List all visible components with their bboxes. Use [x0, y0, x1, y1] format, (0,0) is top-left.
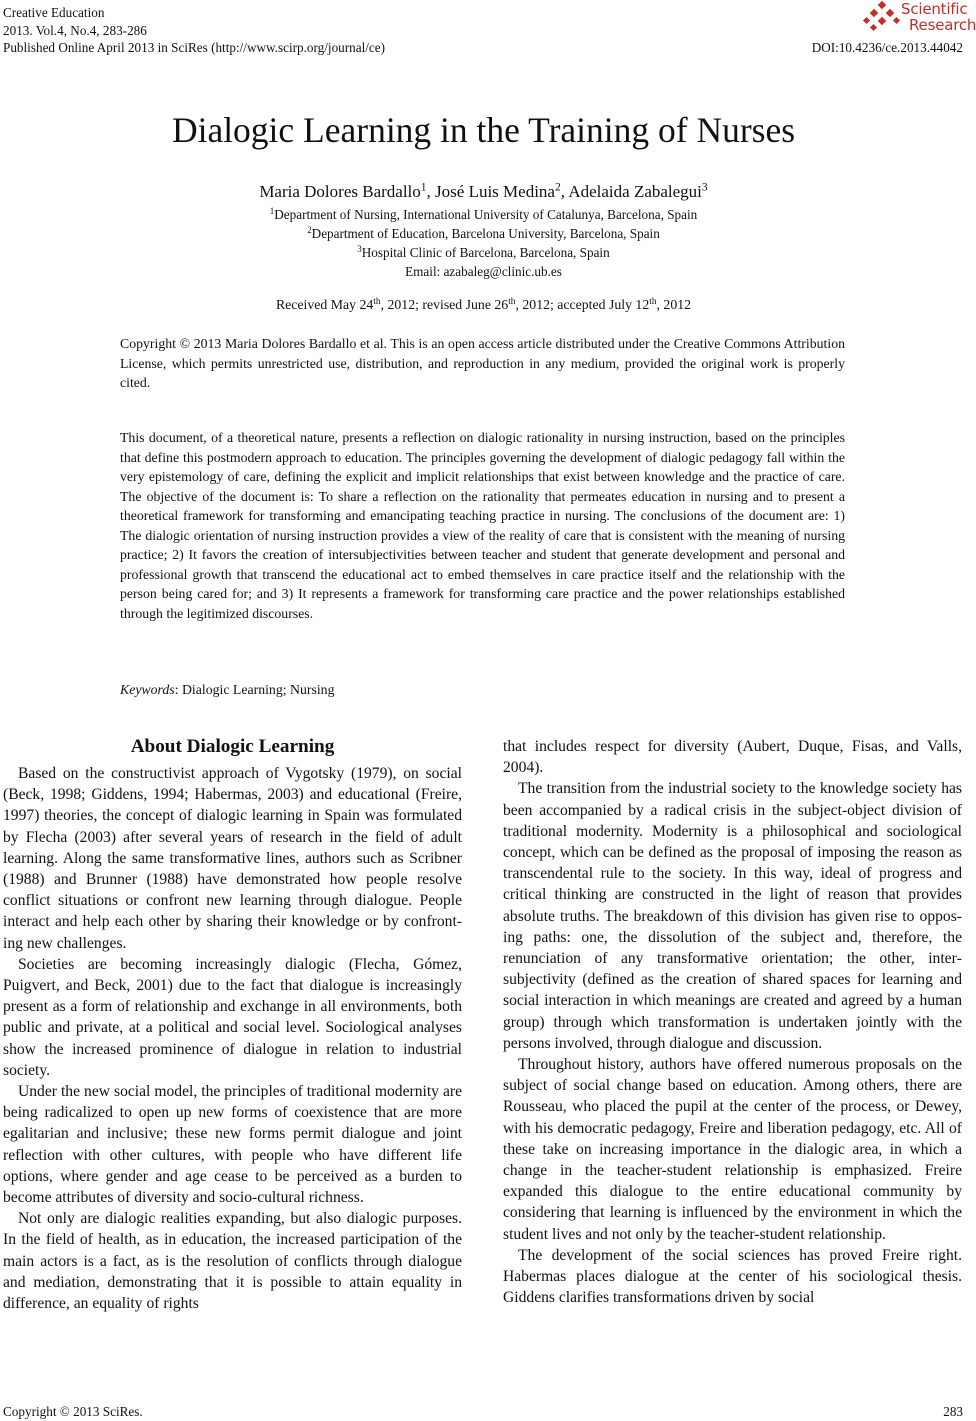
author-name: José Luis Medina	[435, 182, 555, 201]
keywords-text: : Dialogic Learning; Nursing	[174, 682, 335, 697]
affil-mark: 3	[357, 244, 362, 255]
author-list: Maria Dolores Bardallo$^1$, José Luis Medina$^2$, Adelaida Zabalegui$^3$	[259, 180, 708, 201]
affiliation	[0, 206, 967, 224]
keywords	[120, 680, 334, 699]
logo-text-research: Research	[909, 16, 976, 34]
paragraph: Not only are dialogic realities expanding, but also dialogic purposes. In the field of health, as in education, the increased participation of the main actors is a fact, as is the resolution of conflicts through dialogue and mediation, demonstrating that it is possible to attain equality in difference, an equality of rights	[3, 1210, 462, 1313]
keywords-label: Keywords	[120, 682, 175, 697]
affiliation	[0, 225, 967, 243]
published-online: Published Online April 2013 in SciRes (http://www.scirp.org/journal/ce)	[3, 40, 386, 55]
logo-diamond-icon	[864, 0, 900, 34]
paragraph: Societies are becoming increasingly dialogic (Flecha, Gómez, Puigvert, and Beck, 2001) due to the fact that dialogue is increasingly present as a form of relationship and exchange in all environments, both public and private, at a political and social level. Sociological analyses show the increased prominence of dialogue in relation to industrial society.	[3, 955, 462, 1079]
doi: DOI:10.4236/ce.2013.44042	[811, 40, 963, 55]
page-number: 283	[943, 1404, 963, 1419]
section-heading: About Dialogic Learning	[130, 736, 335, 757]
paragraph: Based on the constructivist approach of Vygotsky (1979), on social (Beck, 1998; Giddens, 1994; Habermas, 2003) and educational (Freire, 1997) theories, the concept of dialogic learning in Spain was formulated by Flecha (2003) after several years of research in the field of adult learning. Along the same transformative lines, authors such as Scribner (1988) and Brunner (1988) have demonstrated how people resolve conflict situations or confront new learning through dialogue. People interact and help each other by sharing their knowledge or by confronting new challenges.	[3, 765, 462, 952]
affil-mark: 2	[554, 180, 561, 194]
affil-mark: 1	[269, 206, 275, 217]
paragraph: that includes respect for diversity (Aubert, Duque, Fisas, and Valls, 2004).	[503, 738, 962, 777]
right-column	[503, 736, 962, 1308]
scientific-research-logo	[864, 0, 976, 36]
affil-mark: 3	[701, 180, 708, 194]
paragraph: Throughout history, authors have offered numerous proposals on the subject of social change based on education. Among others, there are Rousseau, who placed the pupil at the center of the process, or Dewey, with his democratic pedagogy, Freire and liberation pedagogy, etc. All of these take on increasing importance in the dialogic area, in which a change in the teacher-student relationship is emphasized. Freire expanded this dialogue to the entire educational community by considering that learning is influenced by the environment in which the student lives and not only by the teacher-student relationship.	[503, 1056, 962, 1243]
author-name: Maria Dolores Bardallo	[259, 182, 421, 201]
journal-volume: 2013. Vol.4, No.4, 283-286	[3, 22, 147, 38]
paragraph: The transition from the industrial society to the knowledge society has been accompanied by a radical crisis in the subject-object division of traditional modernity. Modernity is a philosophical and sociological concept, which can be defined as the proposal of imposing the reason as transcendental rule to the society. In this way, ideal of progress and critical thinking are constructed in the light of reason that provides absolute truths. The breakdown of this division has given rise to opposing paths: one, the dissolution of the subject and, therefore, the renunciation of any transformative orientation; the other, intersubjectivity (defined as the creation of shared spaces for learning and social interaction in which meanings are created and agreed by a human group) through which transformation is undertaken jointly with the persons involved, through dialogue and discussion.	[503, 780, 962, 1052]
left-column	[3, 736, 462, 1314]
abstract: This document, of a theoretical nature, presents a reflection on dialogic rationality in nursing instruction, based on the principles that define this postmodern approach to education. The principles governing the development of dialogic pedagogy fall within the very epistemology of care, defining the explicit and implicit relationships that exist between knowledge and the practice of care. The objective of the document is: To share a reflection on the rationality that permeates education in nursing and to present a theoretical framework for transforming and emancipating teaching practice in nursing. The conclusions of the document are: 1) The dialogic orientation of nursing instruction provides a view of the reality of care that is consistent with the meaning of nursing practice; 2) It favors the creation of intersubjectivities between teacher and student that generate development and personal and professional growth that transcend the educational act to embed themselves in care practice itself and the relationship with the person being cared for; and 3) It represents a framework for transforming care practice and the power relationships established through the legitimized discourses.	[120, 430, 845, 621]
affiliation-text: Department of Nursing, International University of Catalunya, Barcelona, Spain	[274, 207, 698, 222]
affiliation-text: Department of Education, Barcelona University, Barcelona, Spain	[311, 226, 660, 241]
copyright-notice: Copyright © 2013 Maria Dolores Bardallo et al. This is an open access article distributed under the Creative Commons Attribution License, which permits unrestricted use, distribution, and reproduction in any medium, provided the original work is properly cited.	[120, 336, 845, 391]
affil-mark: 1	[420, 180, 427, 194]
logo-text-scientific: Scientific	[901, 0, 968, 18]
received-dates: Received May 24th, 2012; revised June 26th, 2012; accepted July 12th, 2012	[275, 296, 692, 312]
author-name: Adelaida Zabalegui	[568, 182, 702, 201]
journal-name: Creative Education	[3, 5, 105, 20]
footer-copyright: Copyright © 2013 SciRes.	[3, 1404, 143, 1419]
paper-title: Dialogic Learning in the Training of Nurses	[171, 110, 796, 150]
paragraph: The development of the social sciences has proved Freire right. Habermas places dialogue at the center of his sociological thesis. Giddens clarifies transformations driven by social	[503, 1246, 962, 1307]
paragraph: Under the new social model, the principles of traditional modernity are being radicalized to open up new forms of coexistence that are more egalitarian and inclusive; these new forms permit dialogue and joint reflection with other cultures, with people who have different life options, where gender and age cease to be perceived as a burden to become attributes of diversity and socio-cultural richness.	[3, 1083, 462, 1207]
contact-email: Email: azabaleg@clinic.ub.es	[405, 264, 562, 279]
journal-header	[3, 4, 385, 57]
affil-mark: 2	[307, 225, 312, 236]
affiliation	[0, 244, 967, 262]
affiliation-text: Hospital Clinic of Barcelona, Barcelona, Spain	[361, 245, 610, 260]
